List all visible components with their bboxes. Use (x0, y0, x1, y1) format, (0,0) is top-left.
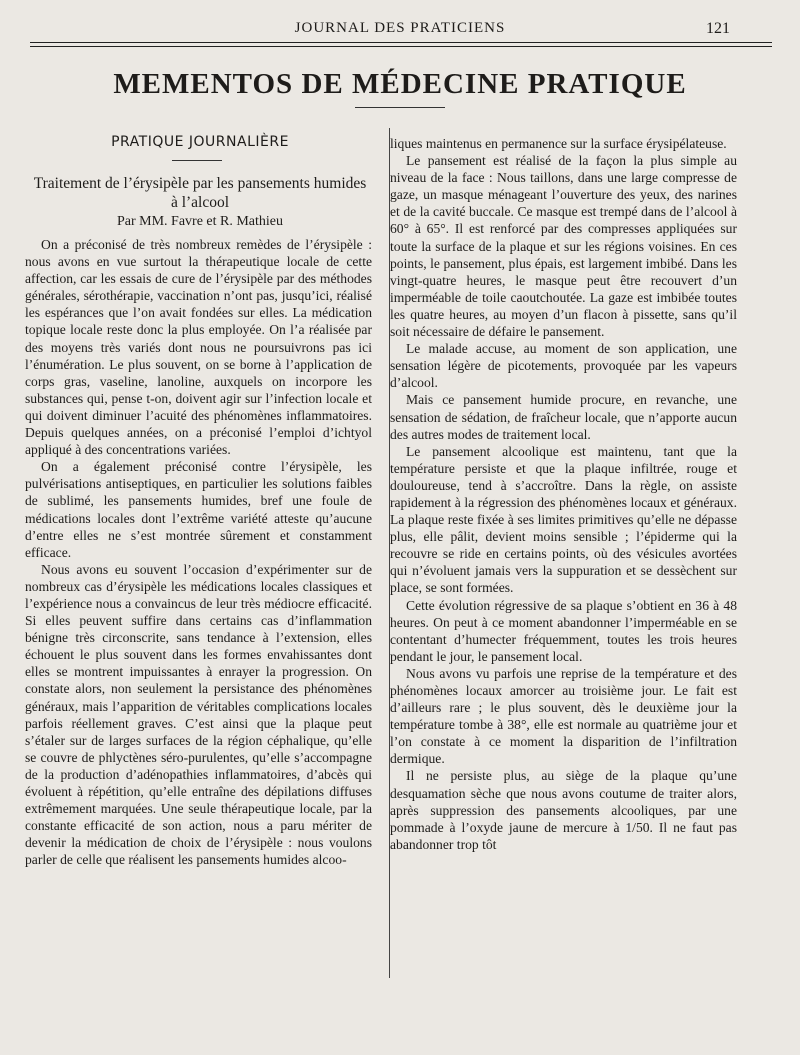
article-byline: Par MM. Favre et R. Mathieu (116, 214, 284, 229)
article-title: Traitement de l’érysipèle par les pansements humides à l’alcool (33, 175, 367, 211)
header-rule-top (30, 42, 772, 43)
running-header-title: JOURNAL DES PRATICIENS (294, 20, 506, 36)
paragraph: On a également préconisé contre l’érysipèle, les pulvérisations antiseptiques, en particulier les solutions faibles de sublimé, les pansements humides, bref une foule de médications locales dont l’extrême variété atteste qu’aucune d’entre elles ne s’est montrée sûrement et constamment efficace. (25, 459, 372, 560)
paragraph: Cette évolution régressive de sa plaque s’obtient en 36 à 48 heures. On peut à ce moment abandonner l’imperméable en se contentant d’humecter fréquemment, toutes les trois heures pendant le jour, le pansement local. (390, 597, 737, 664)
paragraph: On a préconisé de très nombreux remèdes de l’érysipèle : nous avons en vue surtout la thérapeutique locale de cette affection, car les essais de cure de l’érysipèle par des méthodes générales, sérothérapie, vaccination n’ont pas, jusqu’ici, réalisé les espérances que l’on avait fondées sur elles. La médication topique locale reste donc la plus employée. On l’a réalisée par des moyens très variés dont nous ne poursuivrons pas ici l’énumération. Le plus souvent, on se borne à l’application de corps gras, vaseline, lanoline, auxquels on incorpore les substances qui, pense t-on, doivent agir sur l’infection locale et qui doivent diminuer l’acuité des phénomènes inflammatoires. Depuis quelques années, on a préconisé l’emploi d’ichtyol appliqué à des concentrations variées. (25, 237, 372, 458)
paragraph: Le pansement est réalisé de la façon la plus simple au niveau de la face : Nous taillons, dans une large compresse de gaze, un masque ménageant l’ouverture des yeux, des narines et de la cavité buccale. Ce masque est trempé dans de l’alcool à 60° à 65°. Il est renforcé par des compresses appliquées sur toute la surface de la plaque et sur les régions voisines. En ces points, le pansement, plus épais, est largement imbibé. Dans les vingt-quatre heures, le masque peut être recouvert d’un imperméable de toile caoutchoutée. La gaze est imbibée toutes les quatre heures, au moyen d’un flacon à pissette, sans qu’il soit nécessaire de défaire le pansement. (390, 153, 737, 340)
paragraph: Mais ce pansement humide procure, en revanche, une sensation de sédation, de fraîcheur locale, que n’apporte aucun des autres modes de traitement local. (390, 392, 737, 442)
page-number: 121 (706, 20, 730, 37)
title-rule (355, 107, 445, 108)
paragraph: Il ne persiste plus, au siège de la plaque qu’une desquamation sèche que nous avons coutume de traiter alors, après suppression des pansements alcooliques, par une pommade à l’oxyde jaune de mercure à 1/50. Il ne faut pas abandonner trop tôt (390, 768, 737, 852)
paragraph: Le malade accuse, au moment de son application, une sensation légère de picotements, provoquée par les vapeurs d’alcool. (390, 341, 737, 391)
section-heading: PRATIQUE JOURNALIÈRE (111, 134, 289, 150)
section-rule (172, 160, 222, 161)
header-rule-bottom (30, 46, 772, 47)
paragraph-continuation: liques maintenus en permanence sur la surface érysipélateuse. (390, 136, 727, 151)
paragraph: Le pansement alcoolique est maintenu, tant que la température persiste et que la plaque infiltrée, rouge et douloureuse, tend à s’accroître. Dans la règle, on assiste rapidement à la régression des phénomènes locaux et généraux. La plaque reste fixée à ses limites primitives qu’elle ne dépasse plus, elle pâlit, devient moins sensible ; l’épiderme qui la recouvre se ride en certains points, où des vésicules avortées qui n’évoluent jamais vers la suppuration et se dessèchent sur place, se sont formées. (390, 443, 737, 596)
right-column (390, 135, 737, 853)
main-title: MEMENTOS DE MÉDECINE PRATIQUE (113, 68, 687, 100)
paragraph: Nous avons vu parfois une reprise de la température et des phénomènes locaux amorcer au troisième jour. Le fait est d’ailleurs rare ; le plus souvent, dès le deuxième jour la température tombe à 38°, elle est normale au quatrième jour et l’on constate à ce moment la disparition de l’infiltration dermique. (390, 665, 737, 767)
paragraph: Nous avons eu souvent l’occasion d’expérimenter sur de nombreux cas d’érysipèle les médications locales classiques et l’expérience nous a convaincus de leur très médiocre efficacité. Si elles peuvent suffire dans certains cas d’inflammation bénigne très circonscrite, sans tendance à l’extension, elles échouent le plus souvent dans les formes envahissantes dont elles se montrent impuissantes à enrayer la progression. On constate alors, non seulement la persistance des phénomènes généraux, mais l’apparition de véritables complications locales parfois réellement graves. C’est ainsi que la plaque peut s’étaler sur de larges surfaces de la région céphalique, qu’elle se couvre de phlyctènes séro-purulentes, qu’elle s’accompagne de la production d’adénopathies inflammatoires, d’abcès qui évoluent à répétition, qu’elle entraîne des dépilations diffuses extrêmement marquées. Une seule thérapeutique locale, par la constante efficacité de son action, nous a paru mériter de devenir la médication de choix de l’érysipèle : nous voulons parler de celle que réalisent les pansements humides alcoo- (25, 561, 372, 868)
left-column (25, 236, 372, 868)
